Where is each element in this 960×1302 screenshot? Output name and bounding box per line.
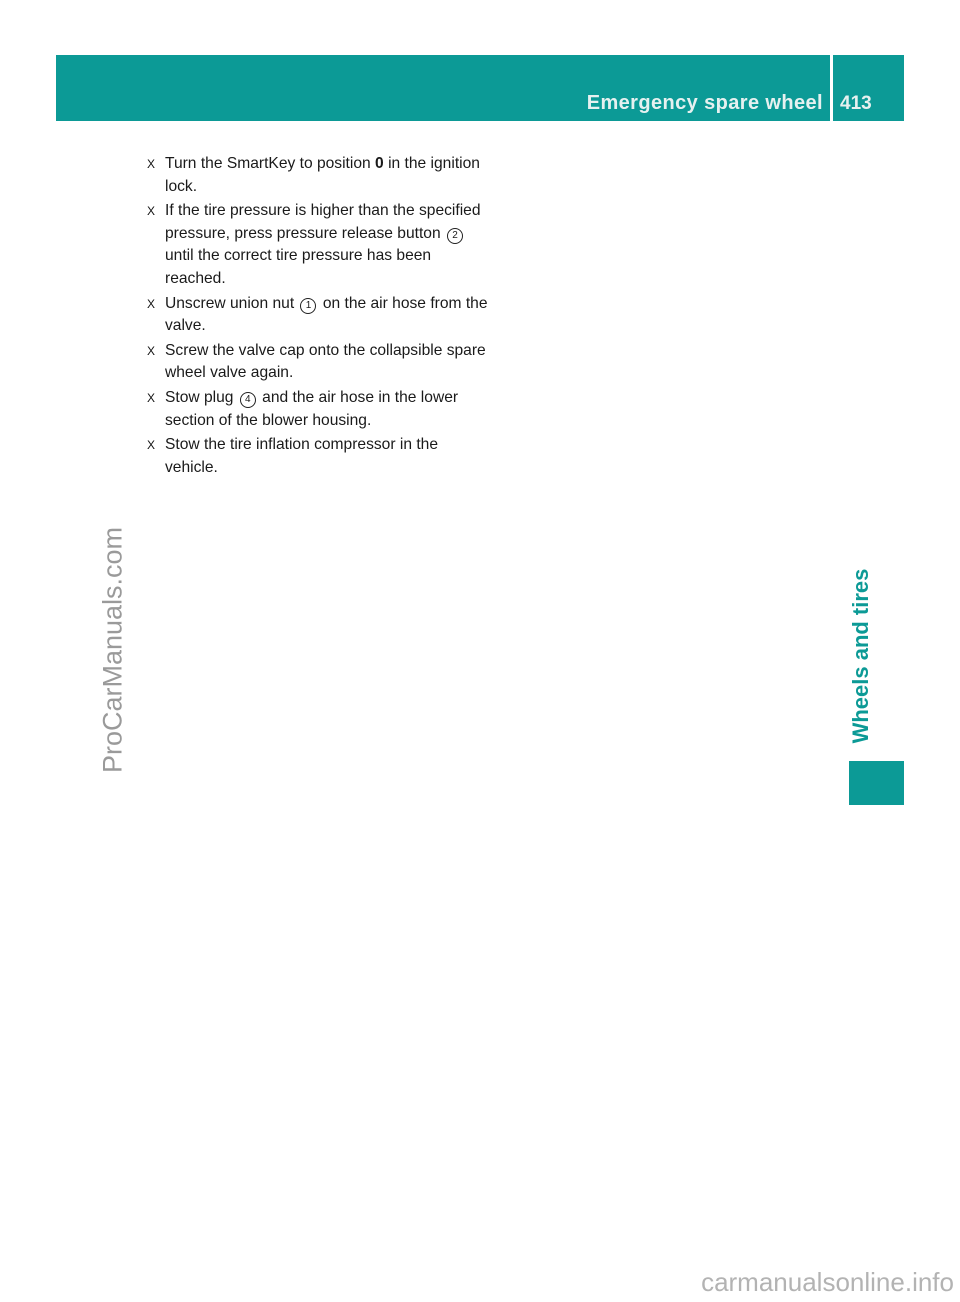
instruction-step [147, 293, 492, 338]
step-text: Stow plug [165, 388, 238, 406]
step-arrow-icon: X [147, 390, 156, 405]
side-tab-marker [849, 761, 904, 805]
step-text: until the correct tire pressure has been reached. [165, 247, 432, 287]
step-arrow-icon: X [147, 343, 156, 358]
step-arrow-icon: X [147, 157, 156, 171]
step-text: Screw the valve cap onto the collapsible spare wheel valve again. [165, 341, 486, 382]
section-title: Emergency spare wheel [586, 92, 823, 114]
step-text: and the air hose in the lower section of the blower housing. [165, 388, 459, 429]
instruction-step [147, 387, 492, 432]
step-text: If the tire pressure is higher than the specified pressure, press pressure release button [165, 202, 481, 242]
step-arrow-icon: X [147, 296, 156, 311]
step-text: Unscrew union nut [165, 294, 299, 312]
instruction-step [147, 340, 492, 385]
step-text: Stow the tire inflation compressor in the vehicle. [165, 436, 439, 476]
instruction-step [147, 153, 492, 198]
watermark-carmanualsonline: carmanualsonline.info [701, 1267, 954, 1297]
side-tab-label: Wheels and tires [848, 568, 873, 744]
instruction-list [147, 153, 492, 481]
page-number: 413 [840, 93, 872, 114]
callout-4-icon: 4 [240, 392, 256, 408]
step-text: in the ignition lock. [165, 155, 480, 195]
callout-2-icon: 2 [447, 228, 463, 244]
key-position-label: 0 [375, 155, 384, 172]
watermark-text: ProCarManuals.com [97, 526, 128, 774]
step-text: on the air hose from the valve. [165, 294, 488, 335]
instruction-step [147, 434, 492, 479]
instruction-step [147, 200, 492, 290]
callout-1-icon: 1 [300, 298, 316, 314]
header-divider [830, 55, 833, 121]
step-arrow-icon: X [147, 438, 156, 453]
step-arrow-icon: X [147, 204, 156, 219]
step-text: Turn the SmartKey to position [165, 155, 376, 172]
